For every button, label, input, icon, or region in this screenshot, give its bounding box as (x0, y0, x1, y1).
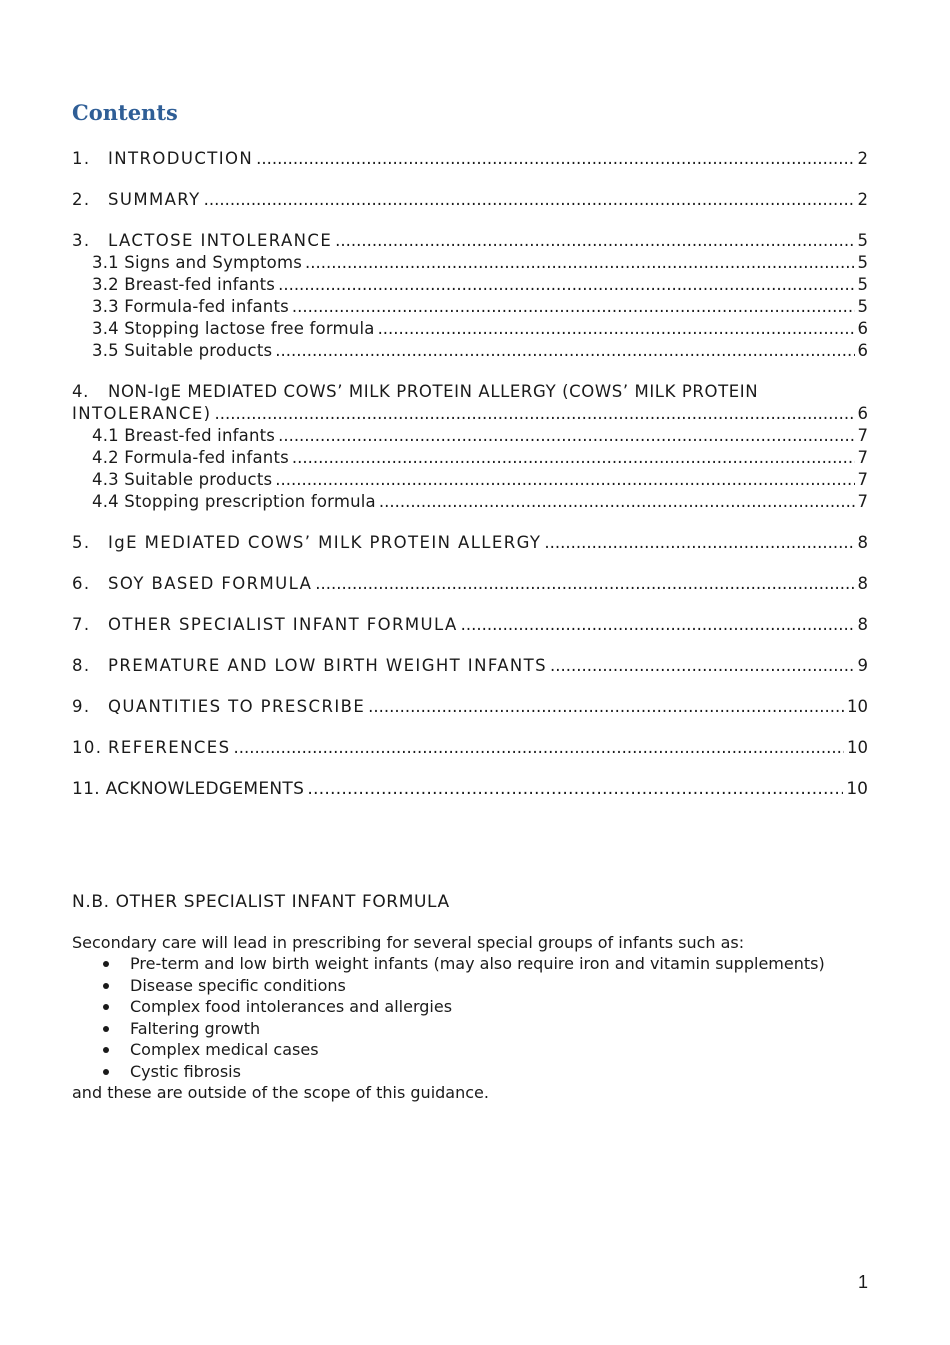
toc-subentry-3-1[interactable] (72, 252, 868, 274)
toc-leader-dots (307, 778, 843, 800)
toc-entry-label: 4.3 Suitable products (92, 470, 273, 489)
toc-entry-page: 6 (857, 341, 868, 360)
toc-entry-label: 4.1 Breast-fed infants (92, 426, 276, 445)
list-item (72, 1018, 868, 1040)
toc-entry-page: 7 (857, 426, 868, 445)
toc-section-8 (72, 655, 868, 677)
toc-entry-page: 5 (857, 231, 868, 250)
toc-leader-dots (378, 318, 855, 340)
list-item-text: Pre-term and low birth weight infants (may also require iron and vitamin supplements) (130, 954, 825, 973)
toc-entry-page: 7 (857, 470, 868, 489)
toc-section-1 (72, 148, 868, 170)
bullet-icon (103, 961, 109, 967)
toc-leader-dots (305, 252, 854, 274)
toc-section-3 (72, 230, 868, 362)
toc-section-11 (72, 778, 868, 800)
toc-leader-dots (256, 148, 854, 170)
nb-heading: N.B. OTHER SPECIALIST INFANT FORMULA (72, 892, 450, 912)
bullet-icon (103, 1069, 109, 1075)
toc-entry-number: 2. (72, 190, 91, 209)
toc-entry-page: 9 (857, 656, 868, 675)
toc-entry-number: 8. (72, 656, 91, 675)
list-item (72, 953, 868, 975)
toc-leader-dots (278, 425, 854, 447)
toc-leader-dots (215, 403, 855, 425)
toc-entry-page: 5 (857, 297, 868, 316)
toc-entry-page: 6 (857, 404, 868, 423)
toc-subentry-4-2[interactable] (72, 447, 868, 469)
toc-subentry-3-3[interactable] (72, 296, 868, 318)
toc-subentry-4-1[interactable] (72, 425, 868, 447)
toc-entry-label: OTHER SPECIALIST INFANT FORMULA (108, 615, 458, 634)
toc-entry-number: 3. (72, 231, 91, 250)
toc-entry-references[interactable] (72, 737, 868, 759)
toc-entry-label: 11. ACKNOWLEDGEMENTS (72, 779, 305, 799)
toc-entry-label: 3.2 Breast-fed infants (92, 275, 276, 294)
toc-entry-page: 7 (857, 492, 868, 511)
bullet-icon (103, 1047, 109, 1053)
toc-entry-label: 4.4 Stopping prescription formula (92, 492, 376, 511)
toc-entry-label: 3.3 Formula-fed infants (92, 297, 289, 316)
toc-entry-label: 3.1 Signs and Symptoms (92, 253, 303, 272)
nb-bullet-list (72, 953, 868, 1082)
toc-entry-number: 4. (72, 382, 89, 401)
nb-intro: Secondary care will lead in prescribing for several special groups of infants such as: (72, 933, 745, 952)
toc-leader-dots (275, 340, 854, 362)
toc-leader-dots (315, 573, 854, 595)
toc-entry-page: 8 (857, 574, 868, 593)
toc-entry-page: 8 (857, 533, 868, 552)
list-item (72, 1039, 868, 1061)
toc-section-5 (72, 532, 868, 554)
toc-leader-dots (461, 614, 855, 636)
toc-section-4 (72, 381, 868, 513)
toc-entry-label: INTRODUCTION (108, 149, 254, 168)
list-item (72, 996, 868, 1018)
toc-entry-introduction[interactable] (72, 148, 868, 170)
bullet-icon (103, 983, 109, 989)
toc-leader-dots (292, 296, 855, 318)
toc-entry-label: REFERENCES (108, 738, 231, 757)
toc-entry-ige-allergy[interactable] (72, 532, 868, 554)
toc-entry-page: 7 (857, 448, 868, 467)
toc-entry-number: 6. (72, 574, 91, 593)
toc-entry-number: 10. (72, 738, 103, 757)
toc-leader-dots (275, 469, 854, 491)
toc-entry-number: 5. (72, 533, 91, 552)
toc-section-2 (72, 189, 868, 211)
toc-entry-acknowledgements[interactable] (72, 778, 868, 800)
toc-entry-premature-infants[interactable] (72, 655, 868, 677)
toc-entry-page: 10 (846, 779, 868, 799)
toc-section-9 (72, 696, 868, 718)
list-item-text: Complex food intolerances and allergies (130, 997, 453, 1016)
list-item (72, 975, 868, 997)
bullet-icon (103, 1004, 109, 1010)
toc-entry-non-ige-allergy-cont[interactable] (72, 403, 868, 425)
toc-entry-page: 8 (857, 615, 868, 634)
toc-entry-label-cont: INTOLERANCE) (72, 404, 212, 423)
toc-entry-label: NON-IgE MEDIATED COWS’ MILK PROTEIN ALLERGY (COWS’ MILK PROTEIN (108, 382, 759, 401)
toc-entry-non-ige-allergy[interactable] (72, 381, 868, 403)
toc-entry-page: 10 (847, 738, 868, 757)
list-item-text: Faltering growth (130, 1018, 261, 1038)
toc-entry-label: SOY BASED FORMULA (108, 574, 313, 593)
toc-subentry-3-4[interactable] (72, 318, 868, 340)
toc-leader-dots (233, 737, 844, 759)
page-number: 1 (857, 1272, 868, 1292)
toc-entry-label: PREMATURE AND LOW BIRTH WEIGHT INFANTS (108, 656, 547, 675)
toc-entry-number: 9. (72, 697, 91, 716)
toc-leader-dots (292, 447, 855, 469)
table-of-contents (72, 148, 868, 819)
toc-entry-label: IgE MEDIATED COWS’ MILK PROTEIN ALLERGY (108, 533, 542, 552)
toc-leader-dots (550, 655, 855, 677)
toc-entry-page: 2 (857, 149, 868, 168)
toc-entry-lactose-intolerance[interactable] (72, 230, 868, 252)
toc-entry-label: LACTOSE INTOLERANCE (108, 231, 333, 250)
toc-leader-dots (204, 189, 855, 211)
toc-entry-page: 5 (857, 253, 868, 272)
toc-entry-page: 2 (857, 190, 868, 209)
toc-entry-label: 3.4 Stopping lactose free formula (92, 319, 375, 338)
nb-section (72, 892, 868, 1103)
list-item-text: Complex medical cases (130, 1040, 319, 1059)
toc-entry-quantities[interactable] (72, 696, 868, 718)
toc-subentry-4-3[interactable] (72, 469, 868, 491)
toc-subentry-3-5[interactable] (72, 340, 868, 362)
list-item-text: Disease specific conditions (130, 975, 346, 995)
toc-entry-label: 3.5 Suitable products (92, 341, 273, 360)
toc-leader-dots (368, 696, 844, 718)
bullet-icon (103, 1026, 109, 1032)
toc-section-10 (72, 737, 868, 759)
toc-entry-page: 6 (857, 319, 868, 338)
toc-leader-dots (335, 230, 854, 252)
toc-entry-label: QUANTITIES TO PRESCRIBE (108, 697, 366, 716)
toc-subentry-3-2[interactable] (72, 274, 868, 296)
toc-entry-page: 10 (847, 697, 868, 716)
list-item-text: Cystic fibrosis (130, 1061, 241, 1081)
contents-title: Contents (72, 100, 178, 125)
toc-leader-dots (379, 491, 855, 513)
toc-entry-label: 4.2 Formula-fed infants (92, 448, 289, 467)
nb-outro: and these are outside of the scope of this guidance. (72, 1083, 489, 1102)
toc-section-6 (72, 573, 868, 595)
toc-leader-dots (544, 532, 854, 554)
toc-entry-number: 7. (72, 615, 91, 634)
toc-entry-page: 5 (857, 275, 868, 294)
toc-entry-summary[interactable] (72, 189, 868, 211)
toc-section-7 (72, 614, 868, 636)
toc-entry-other-specialist-formula[interactable] (72, 614, 868, 636)
toc-subentry-4-4[interactable] (72, 491, 868, 513)
toc-entry-label: SUMMARY (108, 190, 201, 209)
toc-entry-number: 1. (72, 149, 91, 168)
toc-entry-soy-formula[interactable] (72, 573, 868, 595)
toc-leader-dots (278, 274, 854, 296)
list-item (72, 1061, 868, 1083)
